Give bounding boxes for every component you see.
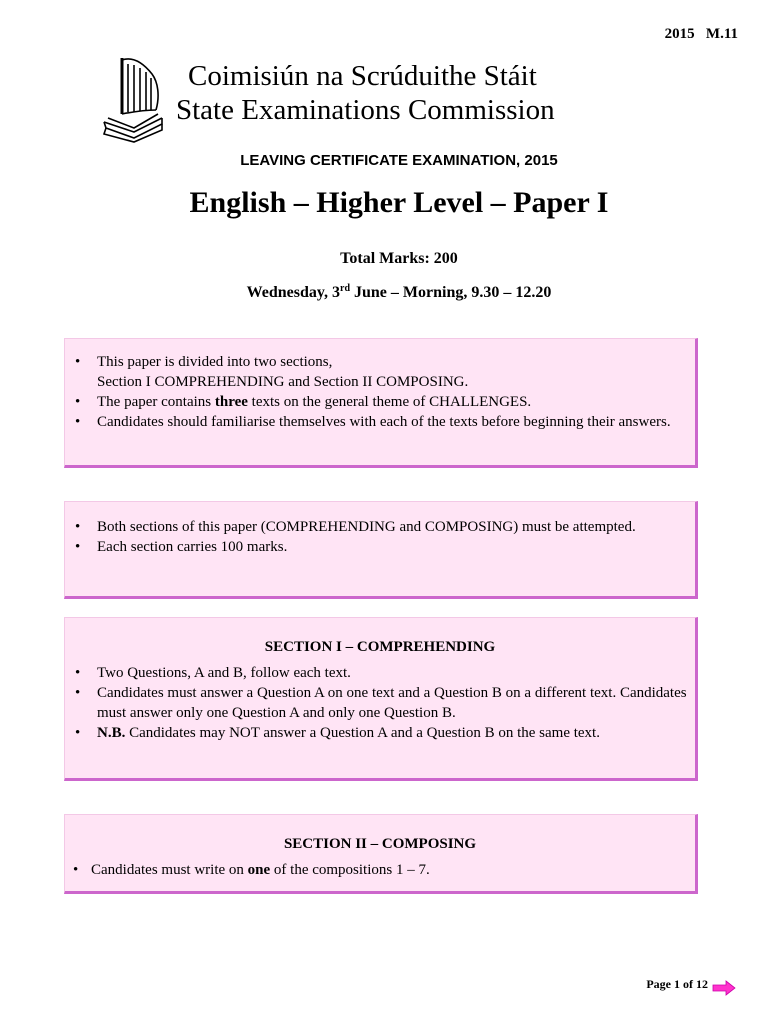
bullet: • — [75, 539, 81, 555]
bullet: • — [75, 665, 81, 681]
page-indicator: Page 1 of 12 — [646, 977, 708, 991]
section-2-box — [64, 814, 698, 894]
organisation-name-irish: Coimisiún na Scrúduithe Stáit — [188, 60, 537, 92]
list-item — [65, 683, 695, 723]
paper-code: M.11 — [705, 26, 738, 42]
nb-label: N.B. — [97, 725, 126, 741]
exam-year: 2015 — [664, 26, 695, 42]
overview-line-2: Section I COMPREHENDING and Section II COMPOSING. — [97, 374, 469, 390]
list-item — [65, 352, 695, 392]
exam-code — [665, 26, 738, 43]
overview-text: The paper contains — [97, 394, 215, 410]
exam-title: LEAVING CERTIFICATE EXAMINATION, 2015 — [240, 152, 558, 169]
harp-book-icon — [100, 52, 166, 144]
bullet: • — [75, 394, 81, 410]
section-2-heading: SECTION II – COMPOSING — [283, 836, 477, 852]
section-1-box — [64, 617, 698, 781]
date-prefix: Wednesday, 3 — [246, 284, 340, 301]
instruction-emphasis: one — [247, 862, 271, 878]
paper-overview-box — [64, 338, 698, 468]
list-item — [65, 412, 695, 432]
bullet: • — [73, 862, 79, 878]
date-ordinal: rd — [340, 283, 350, 294]
bullet: • — [75, 725, 81, 741]
instruction-text: Candidates may NOT answer a Question A and a Question B on the same text. — [125, 725, 600, 741]
exam-date — [0, 284, 768, 302]
instruction-text: of the compositions 1 – 7. — [270, 862, 430, 878]
bullet: • — [75, 414, 81, 430]
list-item — [65, 392, 695, 412]
bullet: • — [75, 685, 81, 701]
overview-emphasis: three — [214, 394, 248, 410]
overview-text: Candidates should familiarise themselves with each of the texts before beginning their answers. — [97, 414, 671, 430]
bullet: • — [75, 519, 81, 535]
section-1-heading: SECTION I – COMPREHENDING — [264, 639, 496, 655]
instruction-text: Candidates must answer a Question A on one text and a Question B on a different text. Candidates must answer only one Question A and only one Question B. — [97, 685, 687, 721]
organisation-name-english: State Examinations Commission — [176, 94, 555, 126]
list-item — [65, 860, 695, 880]
bullet: • — [75, 354, 81, 370]
total-marks: Total Marks: 200 — [340, 250, 458, 267]
right-arrow-icon[interactable] — [712, 980, 736, 996]
list-item — [65, 663, 695, 683]
instruction-text: Candidates must write on — [91, 862, 248, 878]
list-item — [65, 537, 695, 557]
sections-requirement-box — [64, 501, 698, 599]
list-item — [65, 723, 695, 743]
date-suffix: June – Morning, 9.30 – 12.20 — [350, 284, 552, 301]
requirement-text: Both sections of this paper (COMPREHENDING and COMPOSING) must be attempted. — [97, 519, 636, 535]
requirement-text: Each section carries 100 marks. — [97, 539, 288, 555]
instruction-text: Two Questions, A and B, follow each text. — [97, 665, 351, 681]
overview-text: texts on the general theme of CHALLENGES. — [247, 394, 532, 410]
list-item — [65, 517, 695, 537]
overview-line-1: This paper is divided into two sections, — [97, 354, 333, 370]
subject-title: English – Higher Level – Paper I — [189, 186, 609, 219]
